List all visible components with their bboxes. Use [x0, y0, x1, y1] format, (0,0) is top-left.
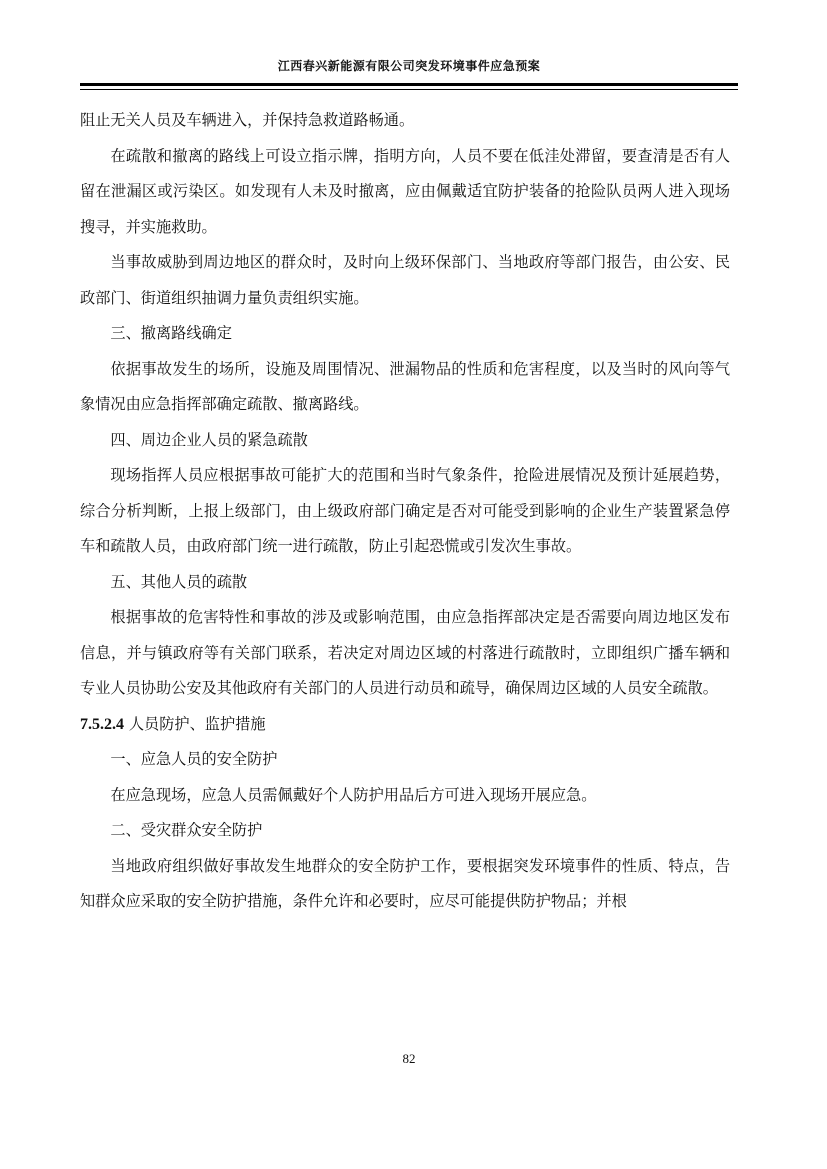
subheading-responder-protection: 一、应急人员的安全防护: [110, 750, 278, 768]
section-title: 人员防护、监护措施: [128, 714, 266, 733]
paragraph: 当地政府组织做好事故发生地群众的安全防护工作，要根据突发环境事件的性质、特点，告知群众应采取的安全防护措施，条件允许和必要时，应尽可能提供防护物品；并根: [80, 856, 730, 910]
subheading-nearby-enterprises: 四、周边企业人员的紧急疏散: [110, 430, 308, 449]
paragraph: 在疏散和撤离的路线上可设立指示牌，指明方向，人员不要在低洼处滞留，要查清是否有人留在泄漏区或污染区。如发现有人未及时撤离，应由佩戴适宜防护装备的抢险队员两人进入现场搜寻，并实施救助。: [80, 146, 730, 236]
header-rule-thin: [80, 89, 738, 90]
page-number: 82: [402, 1051, 416, 1066]
subheading-evacuation-route: 三、撤离路线确定: [110, 324, 232, 342]
paragraph: 在应急现场，应急人员需佩戴好个人防护用品后方可进入现场开展应急。: [110, 785, 597, 804]
paragraph: 现场指挥人员应根据事故可能扩大的范围和当时气象条件，抢险进展情况及预计延展趋势，综合分析判断，上报上级部门，由上级政府部门确定是否对可能受到影响的企业生产装置紧急停车和疏散人员，由政府部门统一进行疏散，防止引起恐慌或引发次生事故。: [80, 466, 730, 555]
paragraph: 根据事故的危害特性和事故的涉及或影响范围，由应急指挥部决定是否需要向周边地区发布信息，并与镇政府等有关部门联系，若决定对周边区域的村落进行疏散时，立即组织广播车辆和专业人员协助公安及其他政府有关部门的人员进行动员和疏导，确保周边区域的人员安全疏散。: [80, 608, 730, 697]
header-rule-thick: [80, 83, 738, 86]
subheading-other-personnel: 五、其他人员的疏散: [110, 572, 248, 591]
paragraph-continuation: 阻止无关人员及车辆进入，并保持急救道路畅通。: [80, 111, 415, 129]
document-body: [80, 103, 730, 920]
section-number: 7.5.2.4: [80, 715, 124, 733]
section-heading: [80, 707, 730, 743]
paragraph: 依据事故发生的场所，设施及周围情况、泄漏物品的性质和危害程度，以及当时的风向等气象情况由应急指挥部确定疏散、撤离路线。: [80, 359, 730, 413]
document-header: 江西春兴新能源有限公司突发环境事件应急预案: [277, 59, 541, 73]
paragraph: 当事故威胁到周边地区的群众时，及时向上级环保部门、当地政府等部门报告，由公安、民政部门、街道组织抽调力量负责组织实施。: [80, 253, 730, 307]
subheading-public-protection: 二、受灾群众安全防护: [110, 821, 263, 839]
